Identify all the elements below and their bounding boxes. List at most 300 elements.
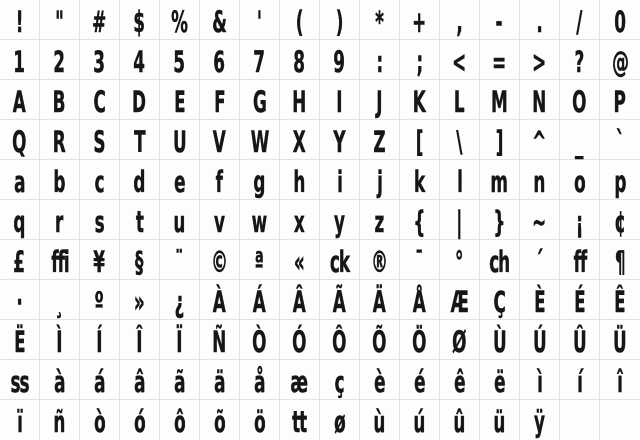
glyph-cell bbox=[80, 240, 120, 280]
glyph: B bbox=[53, 85, 66, 119]
glyph-cell bbox=[400, 280, 440, 320]
glyph: J bbox=[376, 85, 383, 119]
glyph: Á bbox=[252, 285, 267, 319]
glyph: n bbox=[533, 165, 546, 199]
glyph: ffi bbox=[50, 245, 69, 279]
glyph-cell bbox=[240, 80, 280, 120]
glyph: 1 bbox=[13, 45, 26, 79]
glyph-cell bbox=[400, 200, 440, 240]
glyph-cell bbox=[120, 360, 160, 400]
glyph: 3 bbox=[93, 45, 106, 79]
glyph: ¢ bbox=[614, 205, 626, 239]
glyph: F bbox=[213, 85, 226, 119]
glyph: à bbox=[53, 365, 66, 399]
glyph-cell bbox=[480, 320, 520, 360]
glyph-cell bbox=[520, 0, 560, 40]
glyph: · bbox=[16, 285, 23, 319]
glyph-cell bbox=[440, 160, 480, 200]
glyph-cell bbox=[600, 320, 640, 360]
glyph: & bbox=[212, 5, 227, 39]
glyph-cell bbox=[40, 360, 80, 400]
glyph: x bbox=[294, 205, 305, 239]
glyph: h bbox=[293, 165, 306, 199]
glyph: 5 bbox=[173, 45, 186, 79]
glyph: * bbox=[375, 5, 384, 39]
glyph: ] bbox=[495, 125, 504, 159]
glyph: Ê bbox=[614, 285, 626, 319]
glyph-cell bbox=[240, 320, 280, 360]
glyph-cell bbox=[440, 240, 480, 280]
glyph-cell bbox=[240, 240, 280, 280]
glyph-cell bbox=[400, 40, 440, 80]
glyph-cell bbox=[200, 160, 240, 200]
glyph-cell bbox=[320, 280, 360, 320]
glyph: í bbox=[576, 365, 583, 399]
glyph-cell bbox=[560, 240, 600, 280]
glyph: î bbox=[617, 365, 623, 399]
glyph-cell bbox=[440, 320, 480, 360]
glyph-cell bbox=[80, 40, 120, 80]
glyph-cell bbox=[480, 160, 520, 200]
glyph: g bbox=[253, 165, 266, 199]
glyph: I bbox=[336, 85, 343, 119]
glyph: N bbox=[532, 85, 547, 119]
glyph-cell bbox=[40, 280, 80, 320]
glyph-cell bbox=[400, 240, 440, 280]
glyph-cell bbox=[520, 40, 560, 80]
glyph: R bbox=[53, 125, 66, 159]
glyph-cell bbox=[360, 120, 400, 160]
glyph: b bbox=[53, 165, 66, 199]
glyph-cell bbox=[520, 120, 560, 160]
glyph: º bbox=[94, 285, 105, 319]
glyph: Í bbox=[96, 325, 103, 359]
glyph-cell bbox=[160, 160, 200, 200]
glyph: E bbox=[173, 85, 186, 119]
glyph-cell bbox=[560, 80, 600, 120]
glyph-cell bbox=[600, 360, 640, 400]
glyph-cell bbox=[40, 240, 80, 280]
glyph-cell bbox=[400, 0, 440, 40]
glyph-cell bbox=[560, 200, 600, 240]
glyph: r bbox=[55, 205, 64, 239]
glyph: Ò bbox=[252, 325, 267, 359]
glyph-cell bbox=[0, 280, 40, 320]
glyph-cell bbox=[320, 40, 360, 80]
glyph-cell bbox=[360, 40, 400, 80]
glyph-cell bbox=[0, 120, 40, 160]
glyph: H bbox=[292, 85, 307, 119]
glyph-cell bbox=[40, 80, 80, 120]
glyph-cell bbox=[360, 0, 400, 40]
glyph-cell bbox=[440, 400, 480, 440]
glyph-cell bbox=[480, 280, 520, 320]
glyph: û bbox=[453, 405, 466, 439]
glyph-cell bbox=[280, 280, 320, 320]
glyph-cell bbox=[280, 0, 320, 40]
glyph: : bbox=[376, 45, 383, 79]
glyph-cell bbox=[240, 280, 280, 320]
glyph: Å bbox=[412, 285, 427, 319]
glyph: # bbox=[92, 5, 107, 39]
glyph: ô bbox=[173, 405, 186, 439]
glyph: 6 bbox=[213, 45, 226, 79]
glyph-cell bbox=[560, 120, 600, 160]
glyph-cell bbox=[160, 0, 200, 40]
glyph-cell bbox=[120, 0, 160, 40]
glyph: ) bbox=[335, 5, 344, 39]
glyph-cell bbox=[280, 320, 320, 360]
glyph-cell bbox=[160, 400, 200, 440]
glyph-cell bbox=[320, 360, 360, 400]
glyph-cell bbox=[200, 80, 240, 120]
glyph: ÿ bbox=[534, 405, 545, 439]
glyph: ¥ bbox=[93, 245, 106, 279]
glyph-cell bbox=[200, 200, 240, 240]
glyph: ff bbox=[573, 245, 586, 279]
glyph: m bbox=[490, 165, 509, 199]
glyph-cell bbox=[160, 320, 200, 360]
glyph-cell bbox=[480, 200, 520, 240]
glyph-cell bbox=[560, 400, 600, 440]
glyph-cell bbox=[160, 80, 200, 120]
glyph: 0 bbox=[614, 5, 626, 39]
glyph: Ì bbox=[56, 325, 63, 359]
glyph: Æ bbox=[450, 285, 469, 319]
glyph: ñ bbox=[53, 405, 66, 439]
glyph: a bbox=[13, 165, 26, 199]
glyph: Y bbox=[333, 125, 346, 159]
glyph: | bbox=[456, 205, 463, 239]
glyph: ò bbox=[93, 405, 106, 439]
glyph-cell bbox=[440, 120, 480, 160]
glyph-cell bbox=[480, 360, 520, 400]
glyph: = bbox=[492, 45, 507, 79]
glyph-cell bbox=[120, 160, 160, 200]
glyph-cell bbox=[600, 240, 640, 280]
glyph: ( bbox=[295, 5, 304, 39]
glyph-cell bbox=[320, 400, 360, 440]
glyph-cell bbox=[240, 200, 280, 240]
glyph-cell bbox=[280, 360, 320, 400]
glyph-cell bbox=[520, 400, 560, 440]
glyph: Ø bbox=[452, 325, 467, 359]
glyph-cell bbox=[320, 80, 360, 120]
glyph-cell bbox=[0, 200, 40, 240]
glyph-cell bbox=[200, 240, 240, 280]
glyph-cell bbox=[600, 200, 640, 240]
glyph-cell bbox=[600, 40, 640, 80]
glyph-cell bbox=[520, 200, 560, 240]
glyph: ú bbox=[413, 405, 426, 439]
glyph: » bbox=[134, 285, 145, 319]
glyph-cell bbox=[560, 40, 600, 80]
glyph: Ù bbox=[492, 325, 507, 359]
glyph-cell bbox=[600, 280, 640, 320]
glyph: ë bbox=[493, 365, 506, 399]
glyph-cell bbox=[280, 120, 320, 160]
glyph: W bbox=[250, 125, 269, 159]
glyph-cell bbox=[240, 40, 280, 80]
glyph-cell bbox=[40, 40, 80, 80]
glyph-cell bbox=[400, 400, 440, 440]
glyph: Õ bbox=[372, 325, 387, 359]
glyph-cell bbox=[280, 200, 320, 240]
glyph: / bbox=[576, 5, 583, 39]
glyph-cell bbox=[280, 160, 320, 200]
glyph-cell bbox=[440, 280, 480, 320]
glyph: % bbox=[171, 5, 188, 39]
glyph-cell bbox=[80, 400, 120, 440]
glyph: ck bbox=[329, 245, 350, 279]
glyph-cell bbox=[320, 320, 360, 360]
glyph-cell bbox=[240, 120, 280, 160]
glyph: t bbox=[135, 205, 144, 239]
glyph-cell bbox=[440, 360, 480, 400]
glyph: D bbox=[132, 85, 147, 119]
glyph-cell bbox=[120, 120, 160, 160]
glyph: Ç bbox=[493, 285, 506, 319]
glyph: p bbox=[613, 165, 627, 199]
glyph-cell bbox=[440, 200, 480, 240]
glyph: ä bbox=[213, 365, 226, 399]
glyph-cell bbox=[360, 280, 400, 320]
glyph: ì bbox=[536, 365, 543, 399]
glyph: À bbox=[212, 285, 227, 319]
glyph: S bbox=[93, 125, 106, 159]
glyph-cell bbox=[560, 280, 600, 320]
glyph: ¿ bbox=[174, 285, 185, 319]
glyph-cell bbox=[360, 80, 400, 120]
glyph: _ bbox=[575, 125, 584, 159]
glyph: i bbox=[336, 165, 343, 199]
glyph: P bbox=[613, 85, 627, 119]
glyph: Z bbox=[373, 125, 386, 159]
glyph: " bbox=[55, 5, 64, 39]
glyph: Î bbox=[136, 325, 143, 359]
glyph-cell bbox=[200, 120, 240, 160]
glyph: k bbox=[413, 165, 426, 199]
glyph-cell bbox=[80, 360, 120, 400]
glyph-cell bbox=[280, 40, 320, 80]
glyph-cell bbox=[40, 400, 80, 440]
glyph-cell bbox=[360, 400, 400, 440]
glyph: é bbox=[413, 365, 426, 399]
glyph: \ bbox=[456, 125, 463, 159]
glyph: ¡ bbox=[575, 205, 584, 239]
glyph: X bbox=[293, 125, 306, 159]
glyph-cell bbox=[160, 40, 200, 80]
glyph: 9 bbox=[333, 45, 346, 79]
glyph-cell bbox=[40, 0, 80, 40]
glyph-cell bbox=[520, 80, 560, 120]
glyph-cell bbox=[40, 200, 80, 240]
glyph-cell bbox=[120, 80, 160, 120]
glyph-cell bbox=[0, 360, 40, 400]
glyph-cell bbox=[0, 160, 40, 200]
glyph: Ô bbox=[332, 325, 347, 359]
glyph: 7 bbox=[253, 45, 266, 79]
glyph: ¨ bbox=[175, 245, 184, 279]
glyph: ¶ bbox=[614, 245, 626, 279]
glyph: 4 bbox=[133, 45, 146, 79]
glyph-cell bbox=[280, 240, 320, 280]
glyph: G bbox=[252, 85, 267, 119]
glyph-cell bbox=[120, 320, 160, 360]
glyph-cell bbox=[0, 0, 40, 40]
glyph: ¸ bbox=[55, 285, 64, 319]
glyph: ü bbox=[493, 405, 506, 439]
glyph-cell bbox=[520, 360, 560, 400]
glyph: d bbox=[133, 165, 146, 199]
glyph-cell bbox=[400, 360, 440, 400]
glyph: È bbox=[533, 285, 546, 319]
glyph: j bbox=[376, 165, 383, 199]
glyph-cell bbox=[120, 240, 160, 280]
glyph: u bbox=[173, 205, 186, 239]
glyph-cell bbox=[360, 240, 400, 280]
glyph-cell bbox=[360, 160, 400, 200]
glyph: w bbox=[251, 205, 268, 239]
glyph: Ñ bbox=[212, 325, 227, 359]
glyph-cell bbox=[440, 40, 480, 80]
glyph-cell bbox=[40, 320, 80, 360]
glyph-cell bbox=[0, 80, 40, 120]
glyph: > bbox=[532, 45, 547, 79]
glyph: ´ bbox=[535, 245, 544, 279]
glyph-cell bbox=[0, 400, 40, 440]
glyph: 2 bbox=[53, 45, 66, 79]
glyph: K bbox=[412, 85, 427, 119]
glyph-cell bbox=[240, 360, 280, 400]
glyph: L bbox=[454, 85, 465, 119]
glyph-cell bbox=[200, 320, 240, 360]
glyph: © bbox=[211, 245, 228, 279]
glyph-cell bbox=[400, 320, 440, 360]
glyph-cell bbox=[120, 200, 160, 240]
glyph-cell bbox=[440, 0, 480, 40]
glyph-cell bbox=[280, 80, 320, 120]
glyph-cell bbox=[560, 360, 600, 400]
glyph: ch bbox=[489, 245, 510, 279]
glyph-cell bbox=[440, 80, 480, 120]
glyph: ! bbox=[15, 5, 24, 39]
glyph: ss bbox=[10, 365, 29, 399]
glyph-cell bbox=[80, 0, 120, 40]
glyph: M bbox=[491, 85, 508, 119]
glyph: tt bbox=[292, 405, 307, 439]
glyph-cell bbox=[600, 160, 640, 200]
glyph: Â bbox=[292, 285, 307, 319]
glyph-cell bbox=[0, 320, 40, 360]
glyph-cell bbox=[520, 160, 560, 200]
glyph: ' bbox=[256, 5, 263, 39]
glyph-cell bbox=[480, 0, 520, 40]
glyph: ó bbox=[133, 405, 146, 439]
glyph: ; bbox=[416, 45, 423, 79]
glyph-cell bbox=[200, 40, 240, 80]
glyph: « bbox=[294, 245, 305, 279]
glyph: Ú bbox=[532, 325, 547, 359]
glyph-cell bbox=[40, 120, 80, 160]
glyph: ã bbox=[173, 365, 186, 399]
glyph-cell bbox=[400, 120, 440, 160]
glyph-cell bbox=[320, 160, 360, 200]
glyph-cell bbox=[240, 400, 280, 440]
glyph: v bbox=[214, 205, 225, 239]
glyph-cell bbox=[560, 320, 600, 360]
glyph-cell bbox=[120, 40, 160, 80]
glyph: å bbox=[253, 365, 266, 399]
glyph: ø bbox=[333, 405, 346, 439]
glyph: Ï bbox=[176, 325, 183, 359]
glyph: ù bbox=[373, 405, 386, 439]
glyph-cell bbox=[0, 40, 40, 80]
glyph-cell bbox=[360, 360, 400, 400]
glyph-cell bbox=[200, 280, 240, 320]
glyph: C bbox=[93, 85, 106, 119]
glyph-cell bbox=[160, 360, 200, 400]
glyph: Ü bbox=[613, 325, 627, 359]
glyph: ~ bbox=[532, 205, 547, 239]
glyph-cell bbox=[480, 40, 520, 80]
glyph-cell bbox=[400, 80, 440, 120]
glyph: Q bbox=[12, 125, 27, 159]
glyph-cell bbox=[160, 280, 200, 320]
glyph-cell bbox=[560, 160, 600, 200]
glyph: ¯ bbox=[415, 245, 424, 279]
glyph-cell bbox=[80, 80, 120, 120]
glyph-cell bbox=[480, 120, 520, 160]
glyph: Ä bbox=[372, 285, 387, 319]
glyph-cell bbox=[0, 240, 40, 280]
glyph-cell bbox=[280, 400, 320, 440]
glyph-cell bbox=[520, 240, 560, 280]
glyph-cell bbox=[160, 120, 200, 160]
glyph-cell bbox=[600, 120, 640, 160]
glyph-cell bbox=[200, 360, 240, 400]
glyph: ê bbox=[453, 365, 466, 399]
glyph-cell bbox=[120, 280, 160, 320]
glyph: f bbox=[215, 165, 224, 199]
glyph-cell bbox=[80, 160, 120, 200]
glyph: á bbox=[93, 365, 106, 399]
glyph-cell bbox=[120, 400, 160, 440]
glyph: Ã bbox=[332, 285, 347, 319]
glyph: ` bbox=[615, 125, 625, 159]
glyph: . bbox=[536, 5, 543, 39]
glyph: ï bbox=[16, 405, 23, 439]
glyph: { bbox=[413, 205, 426, 239]
glyph-cell bbox=[360, 200, 400, 240]
glyph-cell bbox=[320, 240, 360, 280]
glyph-cell bbox=[480, 240, 520, 280]
glyph: [ bbox=[415, 125, 424, 159]
glyph-cell bbox=[320, 200, 360, 240]
glyph: â bbox=[133, 365, 146, 399]
glyph: ª bbox=[254, 245, 265, 279]
glyph: Ö bbox=[412, 325, 427, 359]
glyph: æ bbox=[290, 365, 309, 399]
glyph: } bbox=[493, 205, 506, 239]
glyph-cell bbox=[480, 80, 520, 120]
glyph-cell bbox=[160, 200, 200, 240]
glyph-cell bbox=[80, 200, 120, 240]
glyph-cell bbox=[400, 160, 440, 200]
glyph-cell bbox=[600, 400, 640, 440]
glyph: o bbox=[573, 165, 586, 199]
glyph-cell bbox=[240, 160, 280, 200]
